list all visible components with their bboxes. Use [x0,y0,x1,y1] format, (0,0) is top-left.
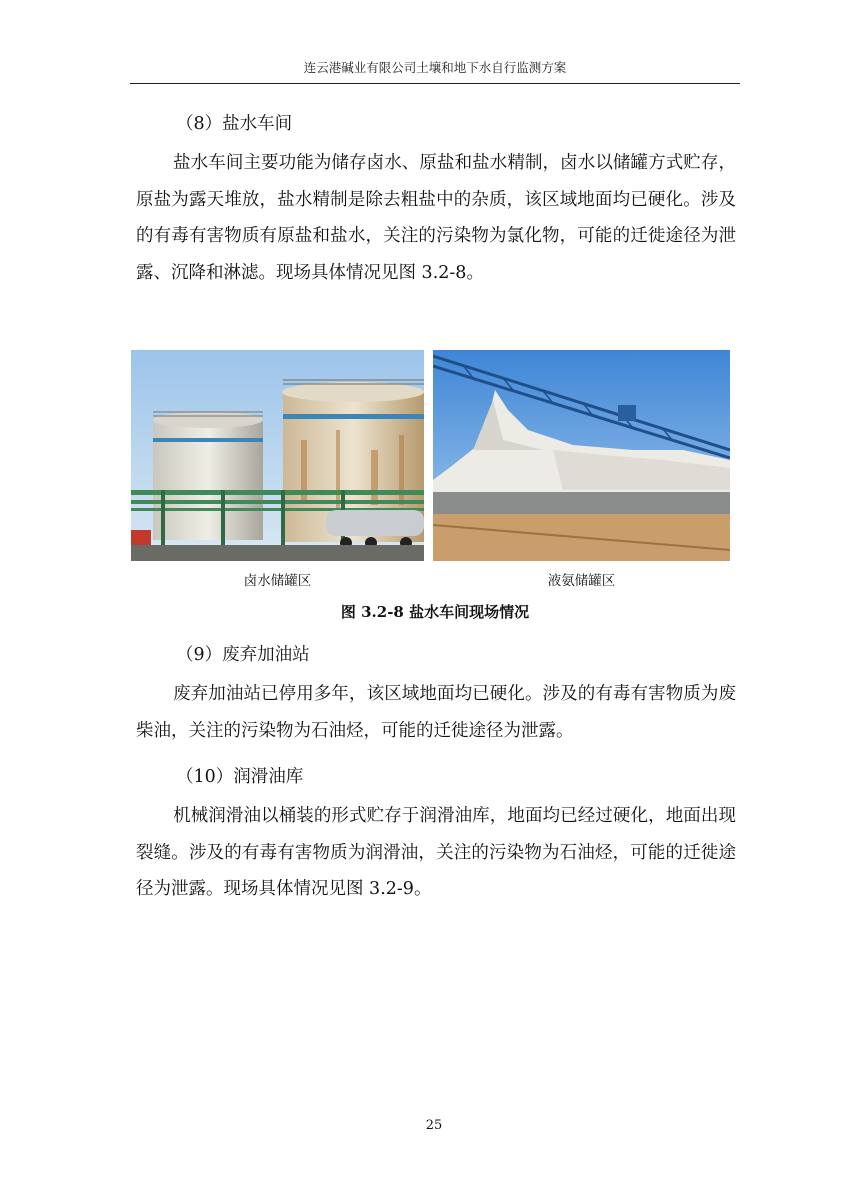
salt-pile-photo [433,350,730,561]
page-number: 25 [425,1118,443,1133]
figure-title: 图 3.2-8 盐水车间现场情况 [340,603,530,621]
section-9-heading: （9）废弃加油站 [176,645,310,665]
section-8-paragraph: 盐水车间主要功能为储存卤水、原盐和盐水精制，卤水以储罐方式贮存，原盐为露天堆放，盐水精制是除去粗盐中的杂质，该区域地面均已硬化。涉及的有毒有害物质有原盐和盐水，关注的污染物为氯化物，可能的迁徙途径为泄露、沉降和淋滤。现场具体情况见图 3.2-8。 [136,153,736,283]
section-9-paragraph: 废弃加油站已停用多年，该区域地面均已硬化。涉及的有毒有害物质为废柴油，关注的污染物为石油烃，可能的迁徙途径为泄露。 [136,684,736,741]
left-photo-caption: 卤水储罐区 [243,573,312,589]
section-8-heading: （8）盐水车间 [176,114,293,134]
section-10-heading: （10）润滑油库 [176,767,304,787]
header-divider [130,83,740,84]
page-header: 连云港碱业有限公司土壤和地下水自行监测方案 [303,60,567,75]
brine-tank-photo [131,350,424,561]
section-10-paragraph: 机械润滑油以桶装的形式贮存于润滑油库，地面均已经过硬化，地面出现裂缝。涉及的有毒有害物质为润滑油，关注的污染物为石油烃，可能的迁徙途径为泄露。现场具体情况见图 3.2-9。 [136,806,736,899]
right-photo-caption: 液氨储罐区 [547,573,616,589]
